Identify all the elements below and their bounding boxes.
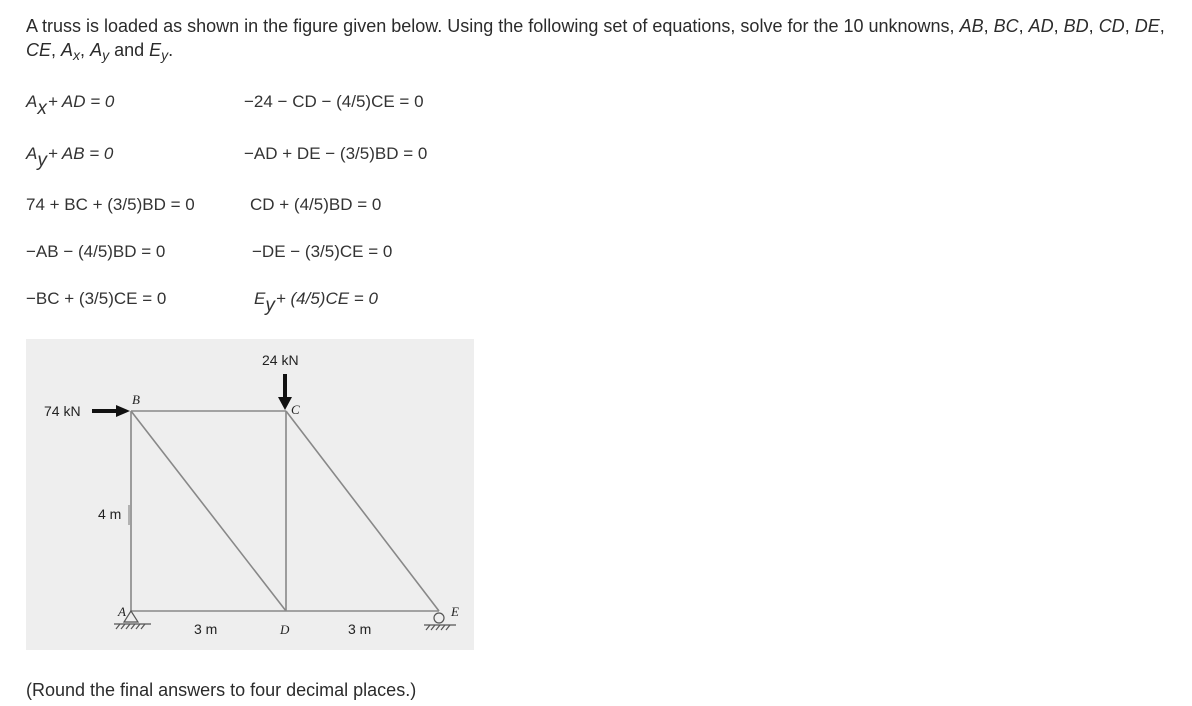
unknown-cd: CD [1098,16,1125,36]
rounding-instruction: (Round the final answers to four decimal places.) [26,680,417,700]
unknown-de: DE [1134,16,1160,36]
load-label-24kn: 24 kN [262,352,299,368]
unknown-ce: CE [26,40,52,60]
truss-figure [26,339,474,650]
member-bd [131,411,286,611]
equation-right-4: −DE − (3/5)CE = 0 [252,242,393,261]
span-label-right: 3 m [348,621,372,637]
equation-left-2: $A_y+$ AB = 0 [26,144,114,171]
node-label-c: C [291,402,300,417]
unknown-ab: AB [959,16,984,36]
equation-left-1: $A_x+$ AD = 0 [26,92,115,119]
and-word: and [109,40,150,60]
node-label-d: D [280,622,290,637]
equation-left-4: −AB − (4/5)BD = 0 [26,242,166,261]
intro-text: A truss is loaded as shown in the figure given below. Using the following set of equations, solve for the 10 unknowns, [26,16,960,36]
equation-left-5: −BC + (3/5)CE = 0 [26,289,167,308]
truss-diagram [26,339,474,650]
equation-left-3: 74 + BC + (3/5)BD = 0 [26,195,195,214]
load-arrow-24kn [278,374,292,410]
problem-statement: A truss is loaded as shown in the figure given below. Using the following set of equations, solve for the 10 unknowns, AB, BC, AD, BD, CD, DE, CE, $A_x$, $A_y$ and $E_y$. [26,16,1165,63]
node-label-a: A [118,604,126,619]
load-label-74kn: 74 kN [44,403,81,419]
equation-right-1: −24 − CD − (4/5)CE = 0 [244,92,424,111]
height-label: 4 m [98,506,122,522]
node-label-e: E [451,604,459,619]
unknown-ey: $E_y$ [149,40,169,63]
unknown-ax: $A_x$ [61,40,81,63]
member-ce [286,411,439,611]
node-label-b: B [132,392,140,407]
equation-right-5: $E_y+ (4/5)CE = 0$ [254,289,378,316]
unknown-ay: $A_y$ [90,40,110,63]
equation-right-3: CD + (4/5)BD = 0 [250,195,382,214]
unknown-bc: BC [993,16,1019,36]
unknown-bd: BD [1063,16,1089,36]
equation-right-2: −AD + DE − (3/5)BD = 0 [244,144,428,163]
load-arrow-74kn [92,405,130,417]
unknown-ad: AD [1028,16,1054,36]
span-label-left: 3 m [194,621,218,637]
